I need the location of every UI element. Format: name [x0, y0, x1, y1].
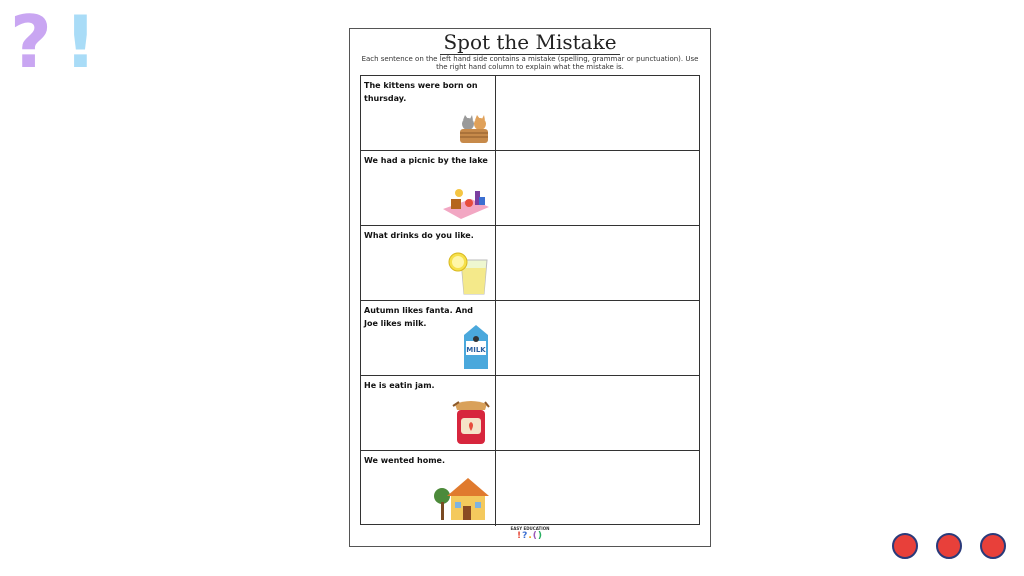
answer-cell[interactable] [496, 151, 699, 225]
sentence-text: We wented home. [364, 456, 446, 465]
picnic-blanket-icon [441, 183, 491, 221]
house-icon [433, 476, 491, 522]
sentence-text: We had a picnic by the lake [364, 156, 488, 165]
sentence-cell [361, 301, 496, 375]
answer-cell[interactable] [496, 376, 699, 450]
lemonade-glass-icon [447, 250, 491, 296]
table-row [361, 76, 699, 151]
worksheet-page [349, 28, 711, 547]
table-row [361, 226, 699, 301]
answer-cell[interactable] [496, 226, 699, 300]
answer-cell[interactable] [496, 451, 699, 526]
footer-punctuation-glyphs: !?.() [516, 531, 543, 541]
nav-dot[interactable] [980, 533, 1006, 559]
worksheet-title: Spot the Mistake [350, 30, 710, 54]
footer-logo [350, 526, 710, 541]
table-row [361, 451, 699, 526]
answer-cell[interactable] [496, 76, 699, 150]
nav-dot[interactable] [936, 533, 962, 559]
nav-dot[interactable] [892, 533, 918, 559]
table-row [361, 301, 699, 376]
sentence-cell [361, 451, 496, 526]
sentence-cell [361, 376, 496, 450]
footer-brand-text: EASY EDUCATION [510, 526, 550, 531]
sentence-cell [361, 76, 496, 150]
question-mark-decoration: ? [10, 0, 52, 84]
sentence-cell [361, 226, 496, 300]
sentence-text: He is eatin jam. [364, 381, 435, 390]
kittens-in-basket-icon [457, 112, 491, 146]
worksheet-instructions: Each sentence on the left hand side contains a mistake (spelling, grammar or punctuation). Use the right hand column to explain what the mistake is. [361, 55, 699, 71]
sentence-text: What drinks do you like. [364, 231, 474, 240]
svg-text:MILK: MILK [466, 346, 486, 354]
exclamation-mark-decoration: ! [64, 0, 97, 84]
sentence-text: The kittens were born on thursday. [364, 81, 478, 103]
milk-carton-icon [461, 323, 491, 371]
sentence-text: Autumn likes fanta. And Joe likes milk. [364, 306, 474, 328]
sentence-cell [361, 151, 496, 225]
answer-cell[interactable] [496, 301, 699, 375]
mistake-table [360, 75, 700, 525]
jam-jar-icon [451, 398, 491, 446]
table-row [361, 151, 699, 226]
table-row [361, 376, 699, 451]
